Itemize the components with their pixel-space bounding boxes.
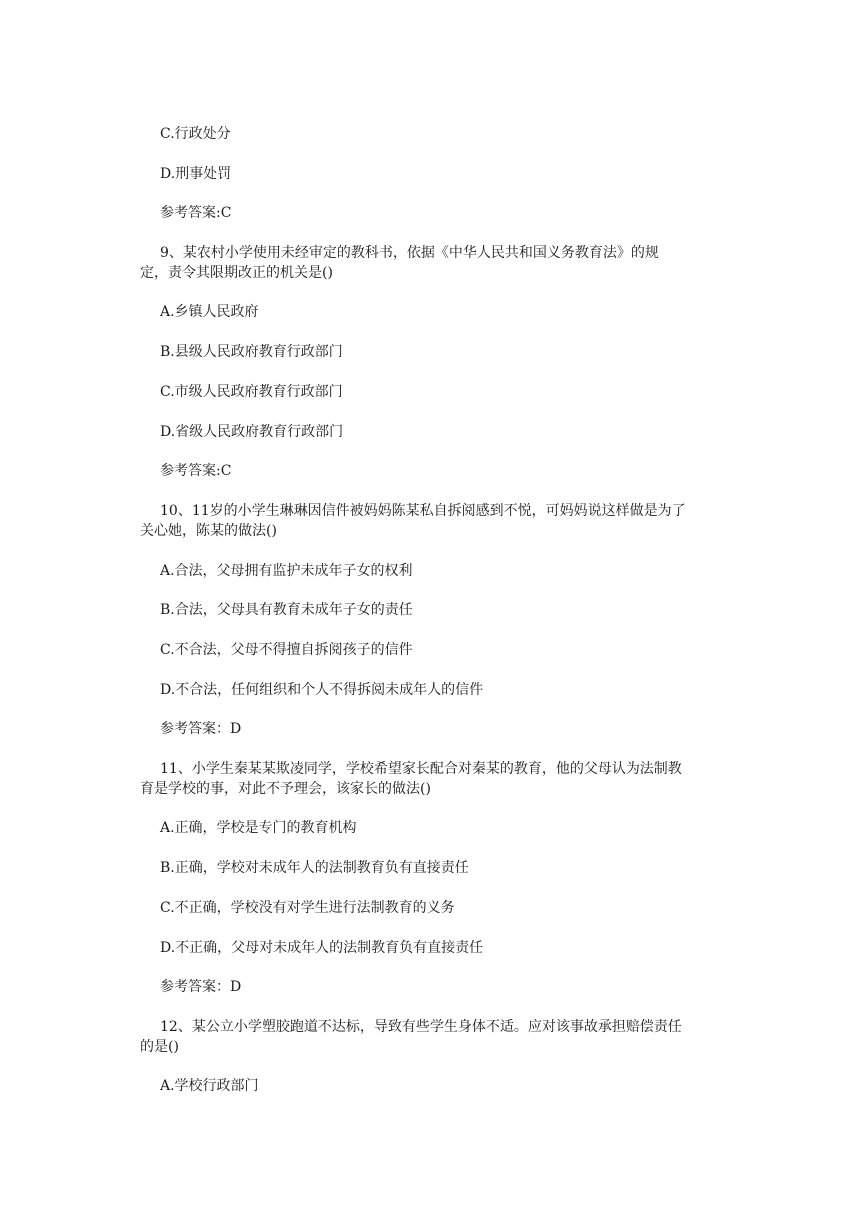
option-d-q9: D.省级人民政府教育行政部门 xyxy=(160,424,344,440)
option-a-q12: A.学校行政部门 xyxy=(160,1078,259,1094)
option-d-q11: D.不正确，父母对未成年人的法制教育负有直接责任 xyxy=(160,940,484,956)
answer-q10: 参考答案：D xyxy=(160,721,242,737)
option-c-q9: C.市级人民政府教育行政部门 xyxy=(160,384,343,400)
option-d-q8: D.刑事处罚 xyxy=(160,166,232,182)
question-12-line-1: 12、某公立小学塑胶跑道不达标，导致有些学生身体不适。应对该事故承担赔偿责任 xyxy=(160,1019,682,1035)
option-c-q8: C.行政处分 xyxy=(160,126,231,142)
question-11-line-1: 11、小学生秦某某欺凌同学，学校希望家长配合对秦某的教育，他的父母认为法制教 xyxy=(160,761,682,777)
question-12-line-2: 的是() xyxy=(140,1039,179,1055)
option-b-q11: B.正确，学校对未成年人的法制教育负有直接责任 xyxy=(160,860,469,876)
answer-q11: 参考答案：D xyxy=(160,979,242,995)
option-a-q11: A.正确，学校是专门的教育机构 xyxy=(160,820,357,836)
option-b-q10: B.合法，父母具有教育未成年子女的责任 xyxy=(160,602,413,618)
option-a-q9: A.乡镇人民政府 xyxy=(160,304,259,320)
option-c-q10: C.不合法，父母不得擅自拆阅孩子的信件 xyxy=(160,642,413,658)
option-b-q9: B.县级人民政府教育行政部门 xyxy=(160,344,343,360)
option-a-q10: A.合法，父母拥有监护未成年子女的权利 xyxy=(160,563,413,579)
question-9-line-1: 9、某农村小学使用未经审定的教科书，依据《中华人民共和国义务教育法》的规 xyxy=(160,245,659,261)
answer-q8: 参考答案:C xyxy=(160,205,232,221)
option-c-q11: C.不正确，学校没有对学生进行法制教育的义务 xyxy=(160,900,455,916)
question-10-line-1: 10、11岁的小学生琳琳因信件被妈妈陈某私自拆阅感到不悦，可妈妈说这样做是为了 xyxy=(160,503,686,519)
question-9-line-2: 定，责令其限期改正的机关是() xyxy=(140,265,333,281)
answer-q9: 参考答案:C xyxy=(160,463,232,479)
option-d-q10: D.不合法，任何组织和个人不得拆阅未成年人的信件 xyxy=(160,682,484,698)
question-10-line-2: 关心她，陈某的做法() xyxy=(140,523,277,539)
question-11-line-2: 育是学校的事，对此不予理会，该家长的做法() xyxy=(140,781,431,797)
